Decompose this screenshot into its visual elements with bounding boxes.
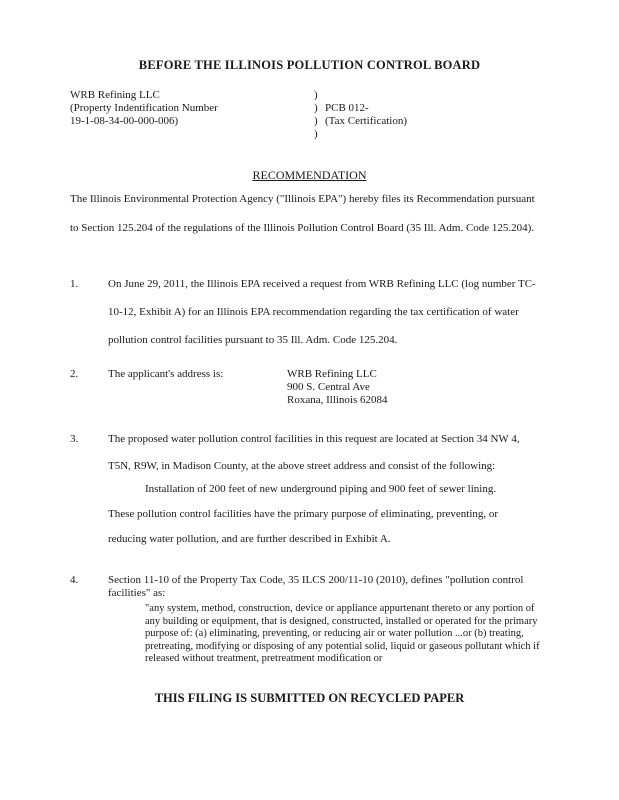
caption-petitioner: WRB Refining LLC xyxy=(70,89,160,101)
caption-pin-number: 19-1-08-34-00-000-006) xyxy=(70,115,179,127)
caption-bracket: ) xyxy=(314,128,318,140)
address-label: The applicant's address is: xyxy=(108,368,224,380)
paragraph-line: The proposed water pollution control facilities in this request are located at Section 34 NW 4, xyxy=(108,433,520,445)
address-line: WRB Refining LLC xyxy=(287,368,377,380)
intro-line: to Section 125.204 of the regulations of the Illinois Pollution Control Board (35 Ill. Adm. Code 125.204). xyxy=(70,222,535,234)
recommendation-title: RECOMMENDATION xyxy=(252,168,367,182)
caption-docket: PCB 012- xyxy=(325,102,369,114)
caption-bracket: ) xyxy=(314,89,318,101)
paragraph-line: reducing water pollution, and are further described in Exhibit A. xyxy=(108,533,391,545)
board-title: BEFORE THE ILLINOIS POLLUTION CONTROL BOARD xyxy=(138,58,481,72)
paragraph-number: 3. xyxy=(70,433,79,445)
paragraph-line: These pollution control facilities have the primary purpose of eliminating, preventing, or xyxy=(108,508,499,520)
caption-case-type: (Tax Certification) xyxy=(325,115,408,127)
facility-description: Installation of 200 feet of new underground piping and 900 feet of sewer lining. xyxy=(145,483,497,495)
paragraph-line: facilities" as: xyxy=(108,587,166,599)
paragraph-number: 1. xyxy=(70,278,79,290)
address-line: Roxana, Illinois 62084 xyxy=(287,394,388,406)
paragraph-line: pollution control facilities pursuant to 35 Ill. Adm. Code 125.204. xyxy=(108,334,398,346)
paragraph-line: T5N, R9W, in Madison County, at the above street address and consist of the following: xyxy=(108,460,496,472)
caption-pin-label: (Property Indentification Number xyxy=(70,102,218,114)
caption-bracket: ) xyxy=(314,102,318,114)
caption-bracket: ) xyxy=(314,115,318,127)
paragraph-number: 2. xyxy=(70,368,79,380)
address-line: 900 S. Central Ave xyxy=(287,381,370,393)
paragraph-line: On June 29, 2011, the Illinois EPA received a request from WRB Refining LLC (log number TC- xyxy=(108,278,536,290)
intro-line: The Illinois Environmental Protection Agency ("Illinois EPA") hereby files its Recommendation pursuant xyxy=(70,193,535,205)
paragraph-number: 4. xyxy=(70,574,79,586)
paragraph-line: 10-12, Exhibit A) for an Illinois EPA recommendation regarding the tax certification of water xyxy=(108,306,519,318)
statutory-quote: "any system, method, construction, device or appliance appurtenant thereto or any portion of any building or equipment, that is designed, constructed, installed or operated for the primary purpose of: (a) eliminating, preventing, or reducing air or water pollution ...or (b) treating, pretreating, modifying or disposing of any potential solid, liquid or gaseous pollutant which if released without treatment, pretreatment modification or xyxy=(145,603,540,665)
paragraph-line: Section 11-10 of the Property Tax Code, 35 ILCS 200/11-10 (2010), defines "pollution control xyxy=(108,574,524,586)
recycled-paper-footer: THIS FILING IS SUBMITTED ON RECYCLED PAPER xyxy=(154,691,465,705)
